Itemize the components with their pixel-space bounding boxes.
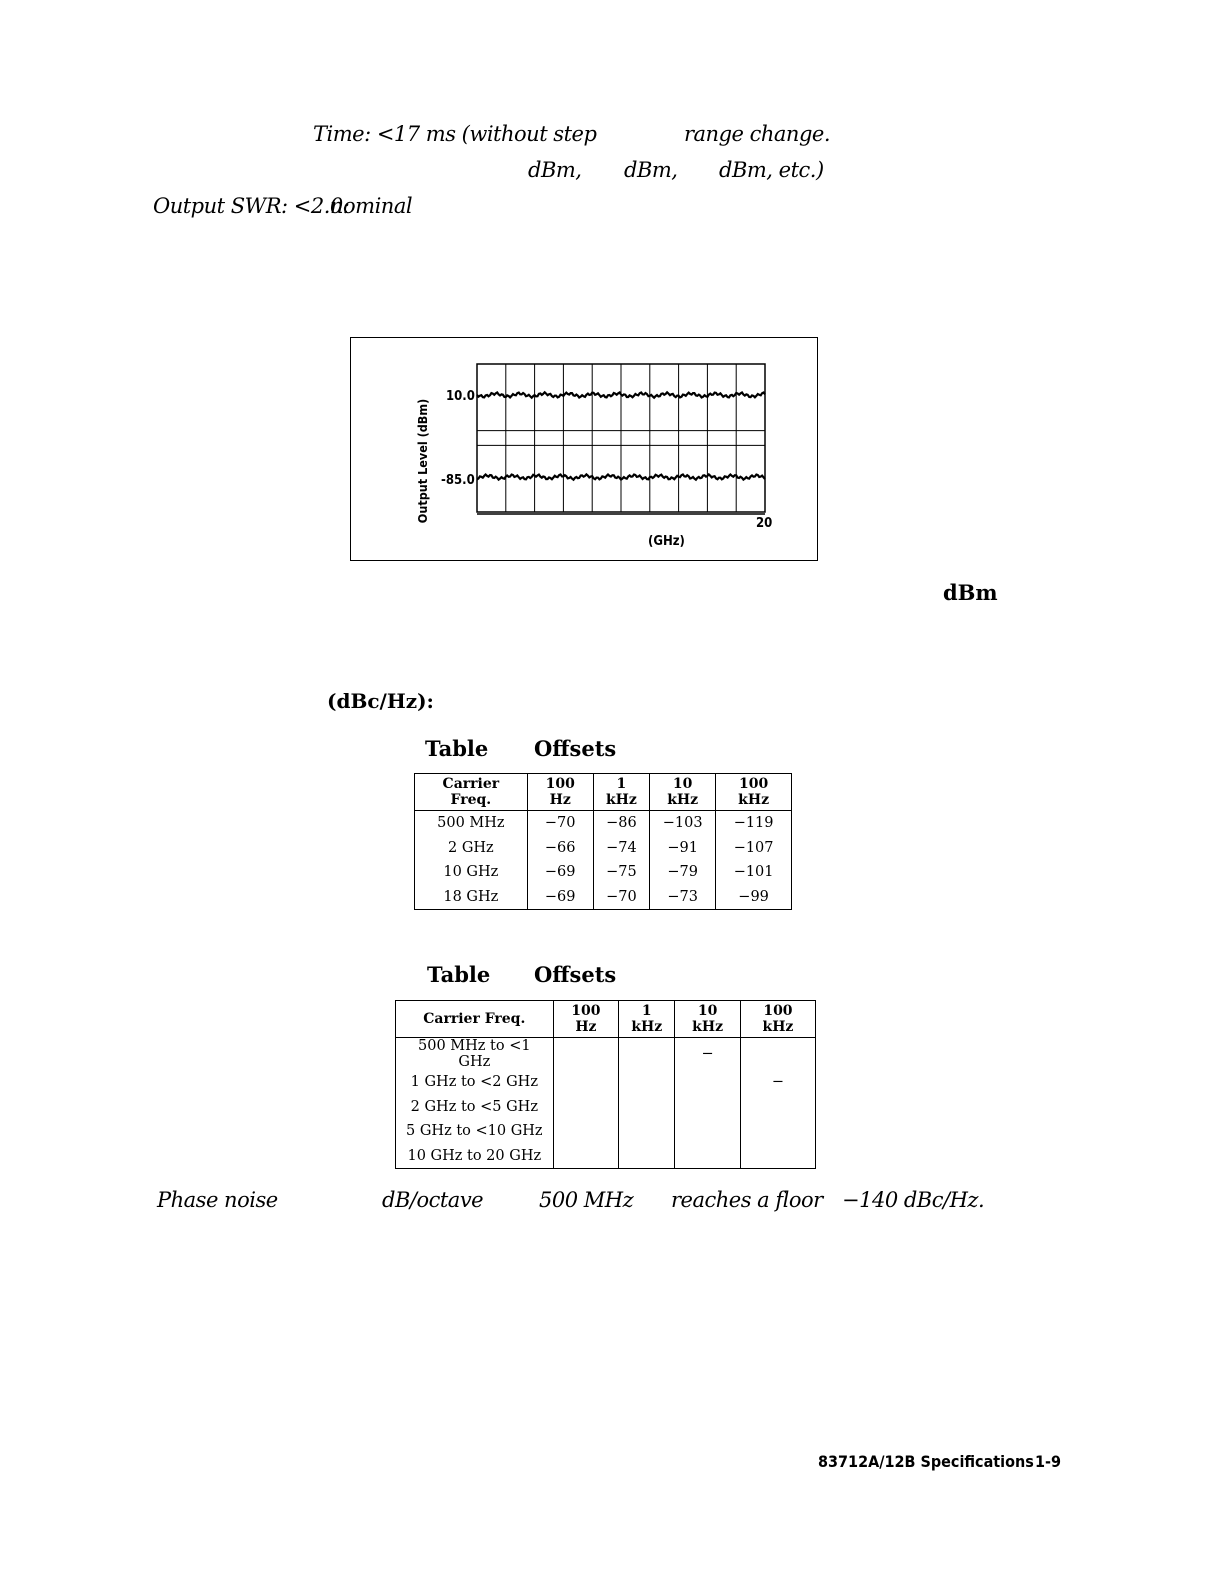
reaches-floor-text: reaches a floor (671, 1188, 823, 1212)
table-cell: 18 GHz (415, 885, 528, 910)
table-cell (740, 1119, 815, 1144)
table-cell (619, 1070, 675, 1095)
dbm-step-text-1: dBm, (528, 158, 582, 182)
table-cell: 1 GHz to <2 GHz (396, 1070, 554, 1095)
y-tick-10: 10.0 (446, 389, 475, 404)
column-header: 1 kHz (619, 1001, 675, 1038)
table2-title-a: Table (427, 962, 491, 987)
column-header: 100 kHz (740, 1001, 815, 1038)
table-cell: 2 GHz (415, 836, 528, 861)
table-cell (675, 1144, 741, 1169)
y-axis-label: Output Level (dBm) (415, 398, 430, 524)
table-row (415, 885, 792, 910)
phase-noise-units: (dBc/Hz): (327, 689, 434, 713)
table-cell (553, 1095, 619, 1120)
footer-page-number: 1-9 (1035, 1452, 1062, 1471)
dbm-step-text-2: dBm, (624, 158, 678, 182)
table-row (415, 836, 792, 861)
table-row (396, 1038, 816, 1071)
range-change-text: range change. (684, 122, 831, 146)
table-cell: 2 GHz to <5 GHz (396, 1095, 554, 1120)
table-cell: −79 (650, 860, 716, 885)
table-row (396, 1095, 816, 1120)
table-cell: −107 (716, 836, 792, 861)
table-cell: 10 GHz to 20 GHz (396, 1144, 554, 1169)
table-row (396, 1070, 816, 1095)
table-row (415, 811, 792, 836)
phase-noise-table-1 (414, 773, 792, 910)
chart-grid (477, 364, 765, 514)
table-row (396, 1119, 816, 1144)
table1-title-a: Table (425, 736, 489, 761)
table-cell (740, 1038, 815, 1071)
500mhz-text: 500 MHz (539, 1188, 634, 1212)
table-cell: −103 (650, 811, 716, 836)
table-cell (619, 1038, 675, 1071)
table-cell: −99 (716, 885, 792, 910)
footer-title: 83712A/12B Specifications (818, 1452, 1034, 1471)
phase-noise-text: Phase noise (157, 1188, 278, 1212)
table-row (415, 860, 792, 885)
table-cell (553, 1070, 619, 1095)
table-cell: −91 (650, 836, 716, 861)
settling-time-text: Time: <17 ms (without step (313, 122, 597, 146)
table1-title-b: Offsets (534, 736, 617, 761)
table-cell: −74 (593, 836, 649, 861)
table-cell: 500 MHz to <1 GHz (396, 1038, 554, 1071)
noise-floor-value: −140 dBc/Hz. (842, 1188, 985, 1212)
table-cell: −119 (716, 811, 792, 836)
table-cell (553, 1038, 619, 1071)
table-cell: −66 (527, 836, 593, 861)
table-cell (619, 1144, 675, 1169)
db-octave-text: dB/octave (382, 1188, 484, 1212)
column-header: 10 kHz (675, 1001, 741, 1038)
table-cell: −86 (593, 811, 649, 836)
table-cell (553, 1144, 619, 1169)
table-cell: −69 (527, 885, 593, 910)
column-header: 10 kHz (650, 774, 716, 811)
column-header: 100 Hz (553, 1001, 619, 1038)
y-tick-neg85: -85.0 (441, 473, 475, 488)
table-cell: −73 (650, 885, 716, 910)
output-level-chart (350, 337, 818, 563)
table-cell (675, 1095, 741, 1120)
table-cell (619, 1119, 675, 1144)
table-cell: −75 (593, 860, 649, 885)
table2-title-b: Offsets (534, 962, 617, 987)
column-header: 100 kHz (716, 774, 792, 811)
column-header: Carrier Freq. (415, 774, 528, 811)
table-cell (553, 1119, 619, 1144)
column-header: 100 Hz (527, 774, 593, 811)
table-cell: 500 MHz (415, 811, 528, 836)
column-header: 1 kHz (593, 774, 649, 811)
table-cell: −101 (716, 860, 792, 885)
table-cell: − (675, 1038, 741, 1071)
x-axis-label: (GHz) (648, 534, 685, 549)
table-cell (675, 1119, 741, 1144)
table-cell: 5 GHz to <10 GHz (396, 1119, 554, 1144)
phase-noise-table-2 (395, 1000, 816, 1169)
table-cell: −69 (527, 860, 593, 885)
x-tick-20: 20 (756, 516, 773, 531)
table-row (396, 1144, 816, 1169)
table-cell (619, 1095, 675, 1120)
column-header: Carrier Freq. (396, 1001, 554, 1038)
table-cell: −70 (593, 885, 649, 910)
table-cell (675, 1070, 741, 1095)
table-cell (740, 1144, 815, 1169)
table-cell: 10 GHz (415, 860, 528, 885)
output-swr-text: Output SWR: <2.0: (153, 194, 350, 218)
table-cell: − (740, 1070, 815, 1095)
table-cell: −70 (527, 811, 593, 836)
dbm-step-text-3: dBm, etc.) (719, 158, 824, 182)
table-cell (740, 1095, 815, 1120)
dbm-text: dBm (943, 580, 998, 605)
nominal-text: nominal (330, 194, 413, 218)
